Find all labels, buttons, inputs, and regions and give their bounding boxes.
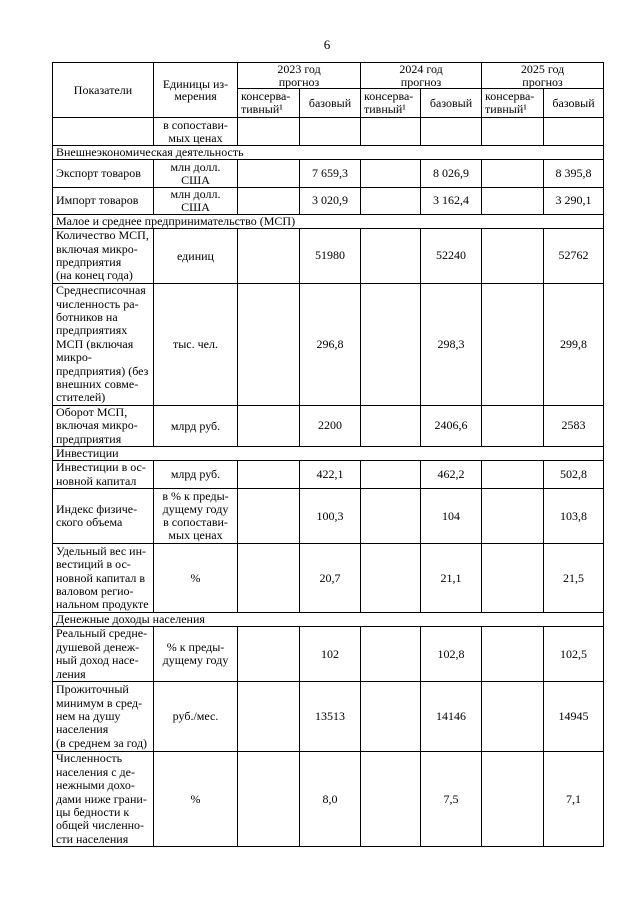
conservative-value-2023 bbox=[238, 406, 300, 447]
unit-cell: млн долл. США bbox=[154, 160, 238, 188]
indicator-cell: Экспорт товаров bbox=[53, 160, 154, 188]
base-value-2025: 502,8 bbox=[544, 461, 604, 489]
conservative-value-2023 bbox=[238, 752, 300, 847]
conservative-value-2023 bbox=[238, 188, 300, 215]
base-value-2024: 52240 bbox=[421, 229, 482, 284]
base-value-2025: 102,5 bbox=[544, 627, 604, 682]
base-value-2023: 2200 bbox=[300, 406, 361, 447]
conservative-value-2024 bbox=[361, 752, 421, 847]
base-value-2024: 8 026,9 bbox=[421, 160, 482, 188]
table-row bbox=[53, 160, 604, 188]
header-2025-base: базовый bbox=[544, 89, 604, 118]
conservative-value-2025 bbox=[482, 682, 544, 752]
base-value-2023: 296,8 bbox=[300, 284, 361, 406]
table-row bbox=[53, 284, 604, 406]
unit-cell: млрд руб. bbox=[154, 406, 238, 447]
conservative-value-2023 bbox=[238, 544, 300, 613]
base-value-2024: 102,8 bbox=[421, 627, 482, 682]
conservative-value-2025 bbox=[482, 188, 544, 215]
header-year-2023: 2023 год прогноз bbox=[238, 63, 361, 89]
base-value-2023: 100,3 bbox=[300, 489, 361, 544]
unit-cell: % к преды- дущему году bbox=[154, 627, 238, 682]
conservative-value-2024 bbox=[361, 284, 421, 406]
base-value-2023: 8,0 bbox=[300, 752, 361, 847]
base-value-2025: 3 290,1 bbox=[544, 188, 604, 215]
header-year-2025: 2025 год прогноз bbox=[482, 63, 604, 89]
table-row bbox=[53, 544, 604, 613]
conservative-value-2023 bbox=[238, 118, 300, 146]
base-value-2025: 299,8 bbox=[544, 284, 604, 406]
indicator-cell: Индекс физиче- ского объема bbox=[53, 489, 154, 544]
base-value-2024: 14146 bbox=[421, 682, 482, 752]
carryover-unit: в сопостави- мых ценах bbox=[154, 118, 238, 146]
base-value-2025: 7,1 bbox=[544, 752, 604, 847]
conservative-value-2023 bbox=[238, 682, 300, 752]
unit-cell: в % к преды- дущему году в сопостави- мых ценах bbox=[154, 489, 238, 544]
conservative-value-2025 bbox=[482, 284, 544, 406]
conservative-value-2024 bbox=[361, 627, 421, 682]
conservative-value-2023 bbox=[238, 489, 300, 544]
conservative-value-2024 bbox=[361, 188, 421, 215]
section-row bbox=[53, 215, 604, 229]
conservative-value-2025 bbox=[482, 461, 544, 489]
base-value-2025: 21,5 bbox=[544, 544, 604, 613]
page-number: 6 bbox=[323, 37, 331, 52]
base-value-2024: 104 bbox=[421, 489, 482, 544]
unit-cell: % bbox=[154, 752, 238, 847]
table-row bbox=[53, 489, 604, 544]
section-title: Денежные доходы населения bbox=[53, 613, 604, 627]
conservative-value-2024 bbox=[361, 489, 421, 544]
header-2023-base: базовый bbox=[300, 89, 361, 118]
conservative-value-2025 bbox=[482, 489, 544, 544]
unit-cell: млн долл. США bbox=[154, 188, 238, 215]
base-value-2024: 298,3 bbox=[421, 284, 482, 406]
base-value-2024: 462,2 bbox=[421, 461, 482, 489]
indicator-cell: Количество МСП, включая микро- предприятия (на конец года) bbox=[53, 229, 154, 284]
base-value-2025: 14945 bbox=[544, 682, 604, 752]
indicator-cell: Удельный вес ин- вестиций в ос- новной капитал в валовом регио- нальном продукте bbox=[53, 544, 154, 613]
section-row bbox=[53, 447, 604, 461]
header-units: Единицы из- мерения bbox=[154, 63, 238, 118]
base-value-2025: 8 395,8 bbox=[544, 160, 604, 188]
base-value-2024: 3 162,4 bbox=[421, 188, 482, 215]
indicator-cell: Инвестиции в ос- новной капитал bbox=[53, 461, 154, 489]
table-row bbox=[53, 461, 604, 489]
unit-cell: тыс. чел. bbox=[154, 284, 238, 406]
unit-cell: % bbox=[154, 544, 238, 613]
conservative-value-2025 bbox=[482, 229, 544, 284]
table-row bbox=[53, 682, 604, 752]
base-value-2024 bbox=[421, 118, 482, 146]
base-value-2023: 51980 bbox=[300, 229, 361, 284]
conservative-value-2025 bbox=[482, 406, 544, 447]
conservative-value-2023 bbox=[238, 229, 300, 284]
indicator-cell: Реальный средне- душевой денеж- ный доход насе- ления bbox=[53, 627, 154, 682]
base-value-2024: 7,5 bbox=[421, 752, 482, 847]
conservative-value-2025 bbox=[482, 752, 544, 847]
forecast-table bbox=[52, 62, 604, 847]
conservative-value-2025 bbox=[482, 160, 544, 188]
header-year-2024: 2024 год прогноз bbox=[361, 63, 482, 89]
base-value-2023: 7 659,3 bbox=[300, 160, 361, 188]
table-row bbox=[53, 229, 604, 284]
header-indicators: Показатели bbox=[53, 63, 154, 118]
unit-cell: единиц bbox=[154, 229, 238, 284]
header-2023-conservative: консерва- тивный¹ bbox=[238, 89, 300, 118]
header-2024-conservative: консерва- тивный¹ bbox=[361, 89, 421, 118]
conservative-value-2024 bbox=[361, 682, 421, 752]
conservative-value-2024 bbox=[361, 461, 421, 489]
indicator-cell: Прожиточный минимум в сред- нем на душу населения (в среднем за год) bbox=[53, 682, 154, 752]
indicator-cell: Оборот МСП, включая микро- предприятия bbox=[53, 406, 154, 447]
indicator-cell: Среднесписочная численность ра- ботников на предприятиях МСП (включая микро- предприятия) (без внешних совме- стителей) bbox=[53, 284, 154, 406]
conservative-value-2024 bbox=[361, 406, 421, 447]
conservative-value-2023 bbox=[238, 627, 300, 682]
indicator-cell: Импорт товаров bbox=[53, 188, 154, 215]
table-row bbox=[53, 627, 604, 682]
base-value-2025: 103,8 bbox=[544, 489, 604, 544]
section-title: Малое и среднее предпринимательство (МСП) bbox=[53, 215, 604, 229]
base-value-2025 bbox=[544, 118, 604, 146]
conservative-value-2023 bbox=[238, 461, 300, 489]
header-2024-base: базовый bbox=[421, 89, 482, 118]
section-row bbox=[53, 613, 604, 627]
header-row-years bbox=[53, 63, 604, 89]
conservative-value-2024 bbox=[361, 118, 421, 146]
conservative-value-2025 bbox=[482, 627, 544, 682]
header-2025-conservative: консерва- тивный¹ bbox=[482, 89, 544, 118]
base-value-2024: 2406,6 bbox=[421, 406, 482, 447]
base-value-2023 bbox=[300, 118, 361, 146]
section-title: Внешнеэкономическая деятельность bbox=[53, 146, 604, 160]
conservative-value-2025 bbox=[482, 118, 544, 146]
base-value-2023: 13513 bbox=[300, 682, 361, 752]
base-value-2024: 21,1 bbox=[421, 544, 482, 613]
base-value-2023: 3 020,9 bbox=[300, 188, 361, 215]
conservative-value-2024 bbox=[361, 544, 421, 613]
base-value-2025: 2583 bbox=[544, 406, 604, 447]
conservative-value-2024 bbox=[361, 160, 421, 188]
unit-cell: млрд руб. bbox=[154, 461, 238, 489]
table-row bbox=[53, 406, 604, 447]
conservative-value-2023 bbox=[238, 284, 300, 406]
section-title: Инвестиции bbox=[53, 447, 604, 461]
base-value-2025: 52762 bbox=[544, 229, 604, 284]
conservative-value-2024 bbox=[361, 229, 421, 284]
conservative-value-2023 bbox=[238, 160, 300, 188]
section-row bbox=[53, 146, 604, 160]
indicator-cell bbox=[53, 118, 154, 146]
base-value-2023: 20,7 bbox=[300, 544, 361, 613]
table-row bbox=[53, 752, 604, 847]
table-row bbox=[53, 188, 604, 215]
conservative-value-2025 bbox=[482, 544, 544, 613]
base-value-2023: 422,1 bbox=[300, 461, 361, 489]
unit-cell: руб./мес. bbox=[154, 682, 238, 752]
carryover-row bbox=[53, 118, 604, 146]
indicator-cell: Численность населения с де- нежными дохо- дами ниже грани- цы бедности к общей численно- сти населения bbox=[53, 752, 154, 847]
base-value-2023: 102 bbox=[300, 627, 361, 682]
